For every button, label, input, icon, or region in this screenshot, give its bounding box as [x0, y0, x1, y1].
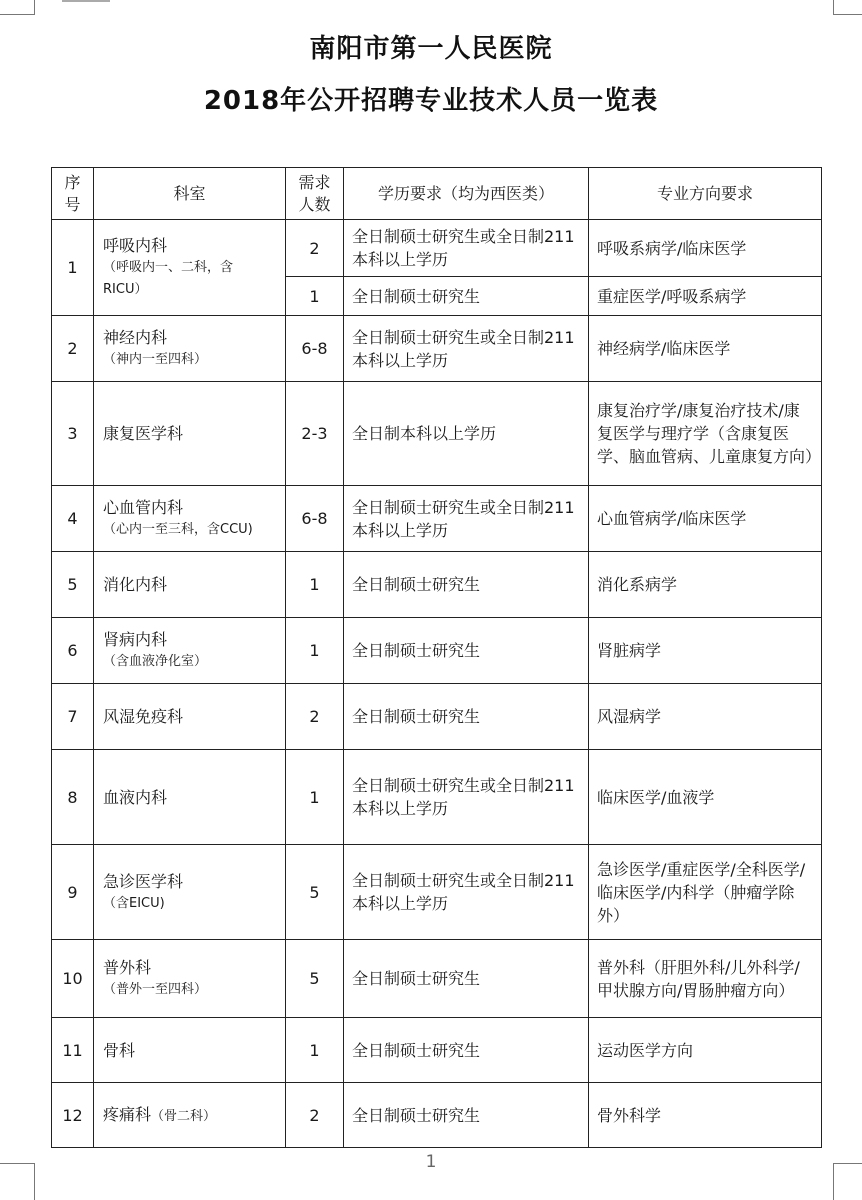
row-dept: [94, 618, 286, 684]
dept-note: （骨二科）: [151, 1108, 217, 1124]
table-row: [52, 1018, 822, 1083]
row-count: 6-8: [286, 486, 344, 552]
row-major: 重症医学/呼吸系病学: [589, 277, 822, 316]
page-number: 1: [425, 1152, 437, 1172]
row-num: 8: [52, 750, 94, 845]
header-dept: 科室: [94, 168, 286, 220]
row-dept: [94, 382, 286, 486]
document-subtitle: 2018年公开招聘专业技术人员一览表: [203, 86, 659, 116]
row-education: 全日制硕士研究生: [344, 940, 589, 1018]
row-education: 全日制硕士研究生: [344, 277, 589, 316]
dept-name: 肾病内科: [103, 630, 168, 649]
dept-name: 康复医学科: [103, 424, 184, 443]
row-education: 全日制硕士研究生或全日制211本科以上学历: [344, 220, 589, 277]
dept-name: 消化内科: [103, 575, 168, 594]
row-dept: [94, 1018, 286, 1083]
row-major: 心血管病学/临床医学: [589, 486, 822, 552]
row-num: 1: [52, 220, 94, 316]
row-major: 肾脏病学: [589, 618, 822, 684]
row-major: 神经病学/临床医学: [589, 316, 822, 382]
row-education: 全日制硕士研究生或全日制211本科以上学历: [344, 316, 589, 382]
dept-note: （含EICU): [103, 895, 165, 911]
row-major: 普外科（肝胆外科/儿外科学/甲状腺方向/胃肠肿瘤方向）: [589, 940, 822, 1018]
row-major: 急诊医学/重症医学/全科医学/临床医学/内科学（肿瘤学除外）: [589, 845, 822, 940]
row-education: 全日制硕士研究生: [344, 1083, 589, 1148]
row-count: 2-3: [286, 382, 344, 486]
row-dept: [94, 552, 286, 618]
row-dept: [94, 1083, 286, 1148]
row-num: 3: [52, 382, 94, 486]
row-count: 5: [286, 845, 344, 940]
table-row: [52, 382, 822, 486]
dept-name: 风湿免疫科: [103, 707, 184, 726]
header-major: 专业方向要求: [589, 168, 822, 220]
header-count: 需求人数: [286, 168, 344, 220]
row-education: 全日制硕士研究生: [344, 618, 589, 684]
row-num: 11: [52, 1018, 94, 1083]
row-education: 全日制硕士研究生: [344, 552, 589, 618]
table-row: [52, 220, 822, 277]
top-edge-mark: [62, 0, 110, 2]
row-count: 1: [286, 277, 344, 316]
row-count: 2: [286, 220, 344, 277]
dept-name: 心血管内科: [103, 498, 184, 517]
row-num: 12: [52, 1083, 94, 1148]
row-major: 消化系病学: [589, 552, 822, 618]
dept-note: （神内一至四科）: [103, 352, 208, 367]
table-header-row: [52, 168, 822, 220]
row-count: 5: [286, 940, 344, 1018]
dept-name: 疼痛科: [103, 1104, 152, 1124]
dept-note: （普外一至四科）: [103, 982, 208, 997]
row-num: 7: [52, 684, 94, 750]
header-num: 序号: [52, 168, 94, 220]
header-education: 学历要求（均为西医类）: [344, 168, 589, 220]
row-dept: [94, 750, 286, 845]
row-dept: [94, 486, 286, 552]
table-row: [52, 845, 822, 940]
row-education: 全日制硕士研究生: [344, 1018, 589, 1083]
row-education: 全日制硕士研究生或全日制211本科以上学历: [344, 845, 589, 940]
dept-note: （含血液净化室）: [103, 654, 208, 669]
row-education: 全日制本科以上学历: [344, 382, 589, 486]
row-count: 6-8: [286, 316, 344, 382]
row-count: 1: [286, 1018, 344, 1083]
row-num: 10: [52, 940, 94, 1018]
crop-mark-top-left: [0, 0, 35, 15]
row-count: 1: [286, 618, 344, 684]
row-num: 2: [52, 316, 94, 382]
table-row: [52, 552, 822, 618]
row-dept: [94, 845, 286, 940]
row-major: 呼吸系病学/临床医学: [589, 220, 822, 277]
document-title: 南阳市第一人民医院: [309, 34, 553, 64]
row-count: 2: [286, 684, 344, 750]
row-dept: [94, 316, 286, 382]
row-count: 2: [286, 1083, 344, 1148]
dept-note: （呼吸内一、二科，含RICU）: [103, 260, 234, 297]
row-dept: [94, 220, 286, 316]
table-row: [52, 316, 822, 382]
recruitment-table: [51, 167, 822, 1148]
row-education: 全日制硕士研究生或全日制211本科以上学历: [344, 486, 589, 552]
table-row: [52, 486, 822, 552]
table-row: [52, 684, 822, 750]
dept-name: 骨科: [103, 1040, 136, 1060]
dept-name: 急诊医学科: [103, 871, 184, 891]
row-count: 1: [286, 552, 344, 618]
row-major: 风湿病学: [589, 684, 822, 750]
table-row: [52, 750, 822, 845]
row-education: 全日制硕士研究生或全日制211本科以上学历: [344, 750, 589, 845]
dept-name: 呼吸内科: [103, 236, 168, 255]
row-count: 1: [286, 750, 344, 845]
row-dept: [94, 940, 286, 1018]
row-education: 全日制硕士研究生: [344, 684, 589, 750]
row-dept: [94, 684, 286, 750]
dept-name: 普外科: [103, 958, 152, 977]
row-major: 运动医学方向: [589, 1018, 822, 1083]
table-row: [52, 618, 822, 684]
dept-name: 血液内科: [103, 787, 168, 807]
row-major: 康复治疗学/康复治疗技术/康复医学与理疗学（含康复医学、脑血管病、儿童康复方向）: [589, 382, 822, 486]
row-major: 临床医学/血液学: [589, 750, 822, 845]
row-major: 骨外科学: [589, 1083, 822, 1148]
row-num: 6: [52, 618, 94, 684]
row-num: 9: [52, 845, 94, 940]
table-row: [52, 1083, 822, 1148]
crop-mark-top-right: [833, 0, 862, 15]
table-row: [52, 940, 822, 1018]
dept-name: 神经内科: [103, 328, 168, 347]
dept-note: （心内一至三科，含CCU): [103, 522, 253, 537]
row-num: 5: [52, 552, 94, 618]
row-num: 4: [52, 486, 94, 552]
